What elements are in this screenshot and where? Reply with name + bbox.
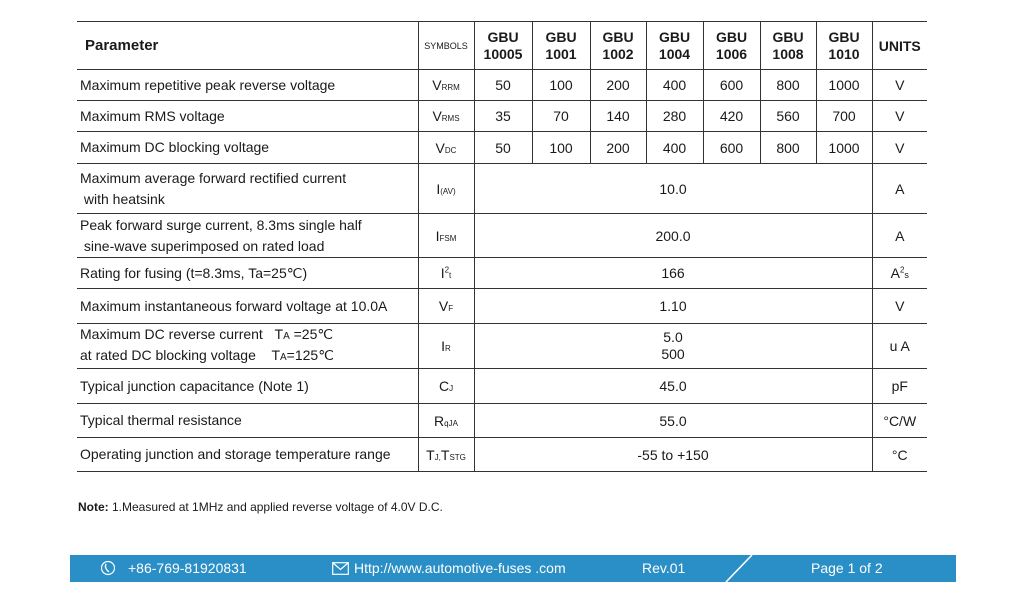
row-rqja (77, 404, 927, 438)
param-rqja: Typical thermal resistance (77, 404, 418, 438)
symbol-tj: TJ,TSTG (418, 438, 474, 472)
value-cell: 800 (760, 70, 816, 101)
header-part: GBU 1001 (532, 22, 590, 70)
footer-divider-slash (718, 555, 758, 582)
value-cell: 1000 (816, 132, 872, 164)
unit-vrrm: V (872, 70, 927, 101)
row-vf (77, 289, 927, 324)
value-ir: 5.0 500 (474, 324, 872, 369)
value-cell: 70 (532, 101, 590, 132)
unit-iav: A (872, 164, 927, 214)
value-cell: 600 (703, 70, 760, 101)
symbol-vrrm: VRRM (418, 70, 474, 101)
param-i2t: Rating for fusing (t=8.3ms, Ta=25℃) (77, 258, 418, 289)
param-ir: Maximum DC reverse current TA =25℃ at rated DC blocking voltage TA=125℃ (77, 324, 418, 369)
spec-table (77, 21, 927, 472)
param-vrms: Maximum RMS voltage (77, 101, 418, 132)
symbol-ifsm: IFSM (418, 214, 474, 258)
value-cell: 400 (646, 132, 703, 164)
value-cell: 280 (646, 101, 703, 132)
header-parameter: Parameter (77, 22, 418, 70)
symbol-rqja: RqJA (418, 404, 474, 438)
unit-rqja: °C/W (872, 404, 927, 438)
param-vrrm: Maximum repetitive peak reverse voltage (77, 70, 418, 101)
value-cell: 600 (703, 132, 760, 164)
value-iav: 10.0 (474, 164, 872, 214)
value-vf: 1.10 (474, 289, 872, 324)
param-tj: Operating junction and storage temperature range (77, 438, 418, 472)
symbol-iav: I(AV) (418, 164, 474, 214)
value-cell: 420 (703, 101, 760, 132)
unit-vdc: V (872, 132, 927, 164)
symbol-vf: VF (418, 289, 474, 324)
footer-website-link[interactable]: Http://www.automotive-fuses .com (354, 560, 566, 576)
value-ifsm: 200.0 (474, 214, 872, 258)
row-tj (77, 438, 927, 472)
row-cj (77, 369, 927, 404)
value-cell: 400 (646, 70, 703, 101)
value-cell: 50 (474, 70, 532, 101)
footer-page-number: Page 1 of 2 (811, 560, 883, 576)
mail-icon (332, 562, 349, 578)
note-text: 1.Measured at 1MHz and applied reverse voltage of 4.0V D.C. (108, 500, 443, 514)
header-part: GBU 1006 (703, 22, 760, 70)
param-vdc: Maximum DC blocking voltage (77, 132, 418, 164)
header-part: GBU 10005 (474, 22, 532, 70)
header-part: GBU 1002 (590, 22, 646, 70)
value-cell: 35 (474, 101, 532, 132)
value-cell: 700 (816, 101, 872, 132)
value-cell: 800 (760, 132, 816, 164)
value-cell: 100 (532, 132, 590, 164)
unit-ifsm: A (872, 214, 927, 258)
footer-bar (70, 555, 956, 582)
header-part: GBU 1010 (816, 22, 872, 70)
param-ifsm: Peak forward surge current, 8.3ms single half sine-wave superimposed on rated load (77, 214, 418, 258)
value-cell: 140 (590, 101, 646, 132)
phone-icon (100, 560, 116, 579)
value-cell: 200 (590, 70, 646, 101)
value-rqja: 55.0 (474, 404, 872, 438)
row-vrms (77, 101, 927, 132)
unit-vf: V (872, 289, 927, 324)
header-row (77, 22, 927, 70)
footer-phone: +86-769-81920831 (128, 560, 247, 576)
header-units: UNITS (872, 22, 927, 70)
param-iav: Maximum average forward rectified current with heatsink (77, 164, 418, 214)
symbol-cj: CJ (418, 369, 474, 404)
symbol-vdc: VDC (418, 132, 474, 164)
header-symbols: SYMBOLS (418, 22, 474, 70)
unit-tj: °C (872, 438, 927, 472)
unit-ir: u A (872, 324, 927, 369)
note-label: Note: (78, 500, 109, 514)
param-vf: Maximum instantaneous forward voltage at 10.0A (77, 289, 418, 324)
symbol-i2t: $I^2t$ (418, 258, 474, 289)
unit-i2t: $A^2s$ (872, 258, 927, 289)
row-vdc (77, 132, 927, 164)
unit-vrms: V (872, 101, 927, 132)
row-i2t (77, 258, 927, 289)
value-cell: 560 (760, 101, 816, 132)
value-i2t: 166 (474, 258, 872, 289)
row-ir (77, 324, 927, 369)
unit-cj: pF (872, 369, 927, 404)
row-iav (77, 164, 927, 214)
value-cell: 200 (590, 132, 646, 164)
param-cj: Typical junction capacitance (Note 1) (77, 369, 418, 404)
header-part: GBU 1008 (760, 22, 816, 70)
row-ifsm (77, 214, 927, 258)
header-part: GBU 1004 (646, 22, 703, 70)
value-tj: -55 to +150 (474, 438, 872, 472)
symbol-ir: IR (418, 324, 474, 369)
value-cell: 1000 (816, 70, 872, 101)
value-cj: 45.0 (474, 369, 872, 404)
symbol-vrms: VRMS (418, 101, 474, 132)
note (78, 500, 443, 514)
value-cell: 50 (474, 132, 532, 164)
value-cell: 100 (532, 70, 590, 101)
row-vrrm (77, 70, 927, 101)
footer-revision: Rev.01 (642, 560, 686, 576)
